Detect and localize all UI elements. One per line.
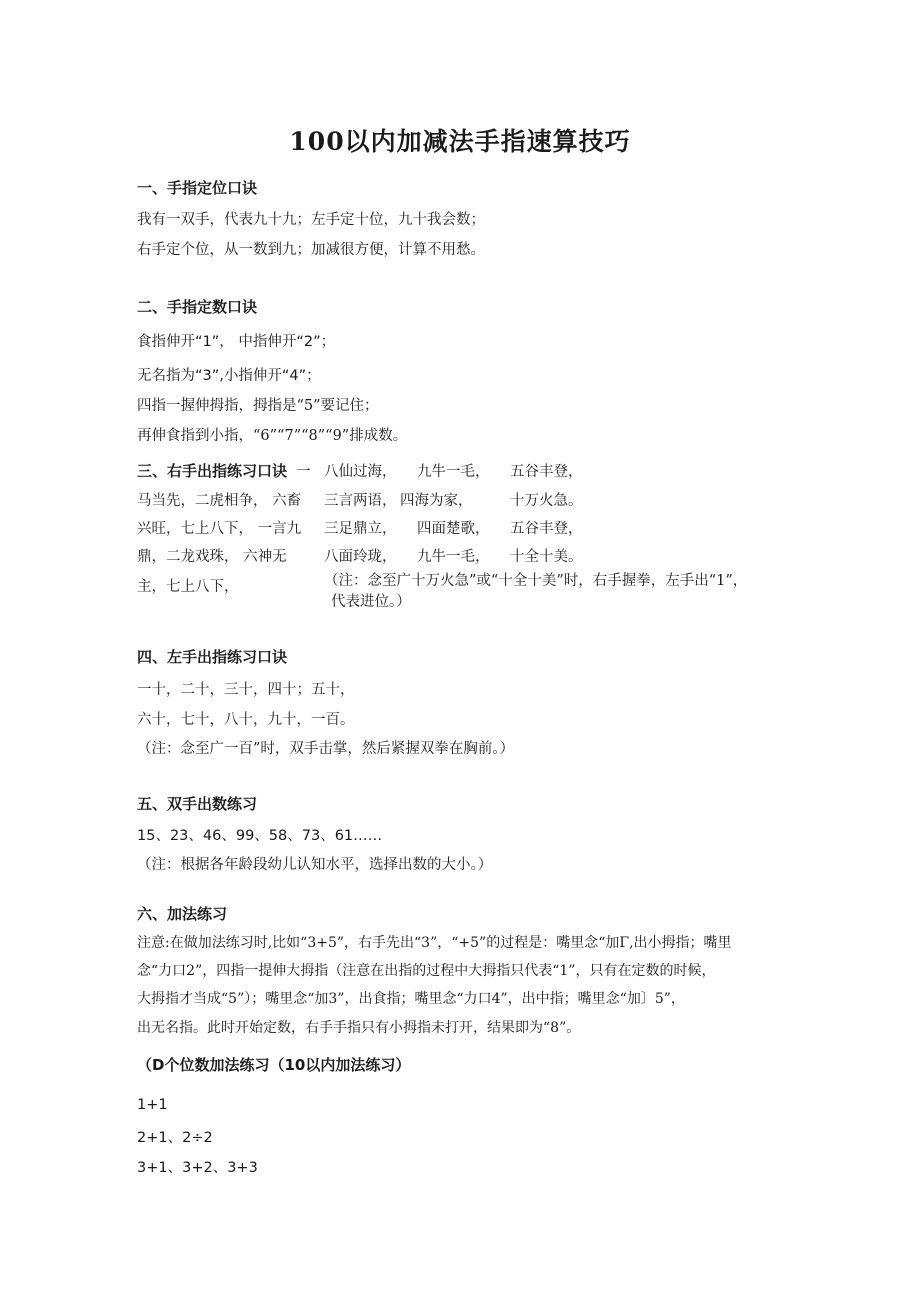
section-6-para-line-1: 注意:在做加法练习时,比如“3+5”，右手先出“3”，“+5”的过程是：嘴里念“加Γ,出小拇指；嘴里 [137, 935, 732, 951]
section-5-heading: 五、双手出数练习 [137, 795, 258, 813]
section-2-heading: 二、手指定数口诀 [137, 298, 258, 316]
section-4-line-1: 一十，二十，三十，四十；五十， [137, 682, 355, 698]
section-3-left-line-5: 主，七上八下， [137, 579, 239, 595]
section-6-para-line-4: 出无名指。此时开始定数，右手手指只有小拇指未打开，结果即为“8”。 [137, 1020, 581, 1036]
section-3-note-line-2: 代表进位。） [331, 594, 411, 610]
section-2-line-1: 食指伸开“1”， 中指伸开“2”； [137, 334, 336, 350]
section-3-left-line-4: 鼎，二龙戏珠， 六神无 [137, 549, 287, 565]
section-1-line-1: 我有一双手，代表九十九；左手定十位，九十我会数； [137, 212, 485, 228]
section-6-para-line-2: 念“力口2”，四指一提伸大拇指（注意在出指的过程中大拇指只代表“1”，只有在定数的时候， [137, 963, 716, 979]
section-3-col-2-item-2: 四海为家， [400, 493, 473, 509]
section-3-col-3-item-2: 十万火急。 [510, 493, 583, 509]
section-6-exercise-1: 1+1 [137, 1097, 168, 1113]
section-3-col-1-item-3: 三足鼎立， [324, 521, 397, 537]
section-6-exercise-3: 3+1、3+2、3+3 [137, 1160, 258, 1176]
section-6-para-line-3: 大拇指才当成“5”）；嘴里念“加3”，出食指；嘴里念“力口4”，出中指；嘴里念“加〕5”， [137, 991, 685, 1007]
section-3-col-1-item-2: 三言两语， [324, 493, 397, 509]
section-3-col-2-item-1: 九牛一毛， [417, 464, 490, 480]
section-2-line-3: 四指一握伸拇指，拇指是“5”要记住； [137, 398, 379, 414]
section-3-col-1-item-4: 八面玲珑， [324, 549, 397, 565]
section-3-note-line-1: （注：念至广十万火急”或“十全十美”时，右手握拳，左手出“1”， [324, 573, 748, 589]
section-4-line-2: 六十，七十，八十，九十，一百。 [137, 712, 355, 728]
section-6-subheading: （D个位数加法练习（10以内加法练习） [137, 1056, 411, 1074]
section-3-left-line-3: 兴旺，七上八下， 一言九 [137, 521, 302, 537]
section-4-heading: 四、左手出指练习口诀 [137, 648, 288, 666]
section-3-col-2-item-4: 九牛一毛， [417, 549, 490, 565]
section-2-line-2: 无名指为“3”,小指伸开“4”； [137, 368, 321, 384]
section-3-left-line-1: 一 [296, 464, 311, 480]
section-3-col-3-item-3: 五谷丰登， [510, 521, 583, 537]
section-4-note: （注：念至广一百”时，双手击掌，然后紧握双拳在胸前。） [137, 741, 515, 757]
section-3-left-line-2: 马当先，二虎相争， 六畜 [137, 493, 302, 509]
section-6-exercise-2: 2+1、2÷2 [137, 1130, 213, 1146]
section-3-col-3-item-4: 十全十美。 [510, 549, 583, 565]
section-2-line-4: 再伸食指到小指，“6”“7”“8”“9”排成数。 [137, 428, 408, 444]
section-6-heading: 六、加法练习 [137, 905, 228, 923]
section-3-heading: 三、右手出指练习口诀 [137, 462, 288, 480]
section-3-col-1-item-1: 八仙过海， [324, 464, 397, 480]
section-5-note: （注：根据各年龄段幼儿认知水平，选择出数的大小。） [137, 857, 493, 873]
section-3-col-3-item-1: 五谷丰登， [510, 464, 583, 480]
section-5-sequence: 15、23、46、99、58、73、61…… [137, 828, 383, 844]
section-1-heading: 一、手指定位口诀 [137, 179, 258, 197]
section-1-line-2: 右手定个位，从一数到九；加减很方便，计算不用愁。 [137, 242, 485, 258]
section-3-col-2-item-3: 四面楚歌， [417, 521, 490, 537]
document-title: 100以内加减法手指速算技巧 [289, 127, 631, 156]
